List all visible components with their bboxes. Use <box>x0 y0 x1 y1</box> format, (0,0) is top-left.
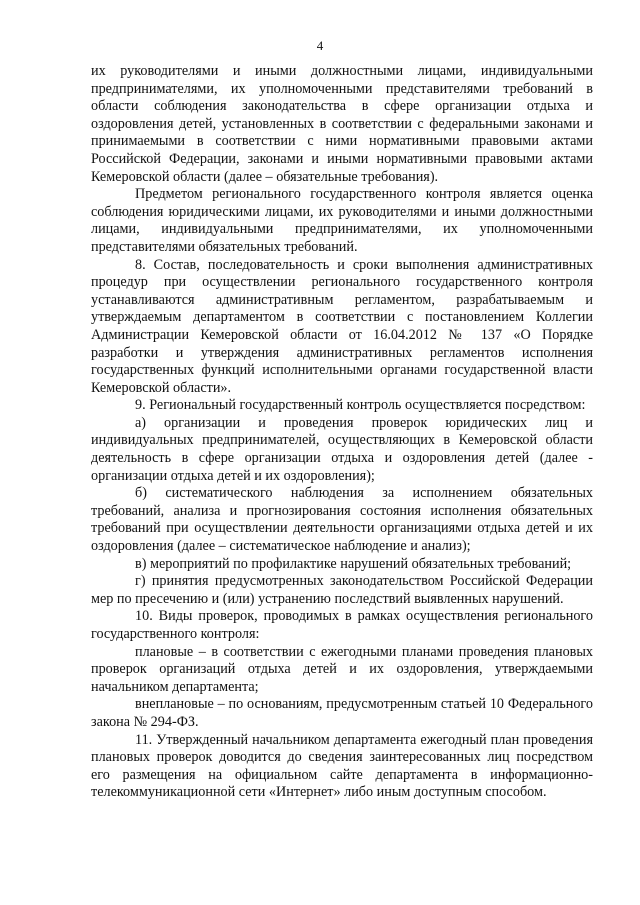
document-body <box>91 63 593 802</box>
paragraph-11: 11. Утвержденный начальником департамента ежегодный план проведения плановых проверок доводится до сведения заинтересованных лиц посредством его размещения на официальном сайте департамента в информационно-телекоммуникационной сети «Интернет» либо иным доступным способом. <box>91 731 593 801</box>
paragraph-9: 9. Региональный государственный контроль осуществляется посредством: <box>135 397 586 414</box>
paragraph-9-item-v: в) мероприятий по профилактике нарушений обязательных требований; <box>135 555 572 572</box>
paragraph-subject-of-control: Предметом регионального государственного контроля является оценка соблюдения юридическими лицами, их руководителями и иными должностными лицами, индивидуальными предпринимателями, их уполномоченными представителями обязательных требований. <box>91 186 593 255</box>
paragraph-9-item-g: г) принятия предусмотренных законодательством Российской Федерации мер по пресечению и (или) устранению последствий выявленных нарушений. <box>91 573 593 607</box>
paragraph-8: 8. Состав, последовательность и сроки выполнения административных процедур при осуществлении регионального государственного контроля устанавливаются административным регламентом, разрабатываемым и утверждаемым департаментом в соответствии с постановлением Коллегии Администрации Кемеровской области от 16.04.2012 № 137 «О Порядке разработки и утверждения административных регламентов исполнения государственных функций исполнительными органами государственной власти Кемеровской области». <box>91 256 593 396</box>
paragraph-10: 10. Виды проверок, проводимых в рамках осуществления регионального государственного контроля: <box>91 608 593 642</box>
paragraph-10-unplanned: внеплановые – по основаниям, предусмотренным статьей 10 Федерального закона № 294-ФЗ. <box>91 696 593 730</box>
paragraph-9-item-b: б) систематического наблюдения за исполнением обязательных требований, анализа и прогнозирования состояния исполнения обязательных требований при осуществлении деятельности организациями отдыха детей и их оздоровления (далее – систематическое наблюдение и анализ); <box>91 485 593 555</box>
paragraph-continuation: их руководителями и иными должностными лицами, индивидуальными предпринимателями, их уполномоченными представителями требований в области соблюдения законодательства в сфере организации отдыха и оздоровления детей, установленных в соответствии с федеральными законами и принимаемыми в соответствии с ними нормативными правовыми актами Российской Федерации, законами и иными нормативными правовыми актами Кемеровской области (далее – обязательные требования). <box>91 63 593 185</box>
page-number: 4 <box>316 38 324 53</box>
paragraph-9-item-a: а) организации и проведения проверок юридических лиц и индивидуальных предпринимателей, осуществляющих в Кемеровской области деятельность в сфере организации отдыха и оздоровления детей (далее - организации отдыха детей и их оздоровления); <box>91 414 593 484</box>
paragraph-10-planned: плановые – в соответствии с ежегодными планами проведения плановых проверок организаций отдыха детей и их оздоровления, утверждаемыми начальником департамента; <box>91 643 593 695</box>
